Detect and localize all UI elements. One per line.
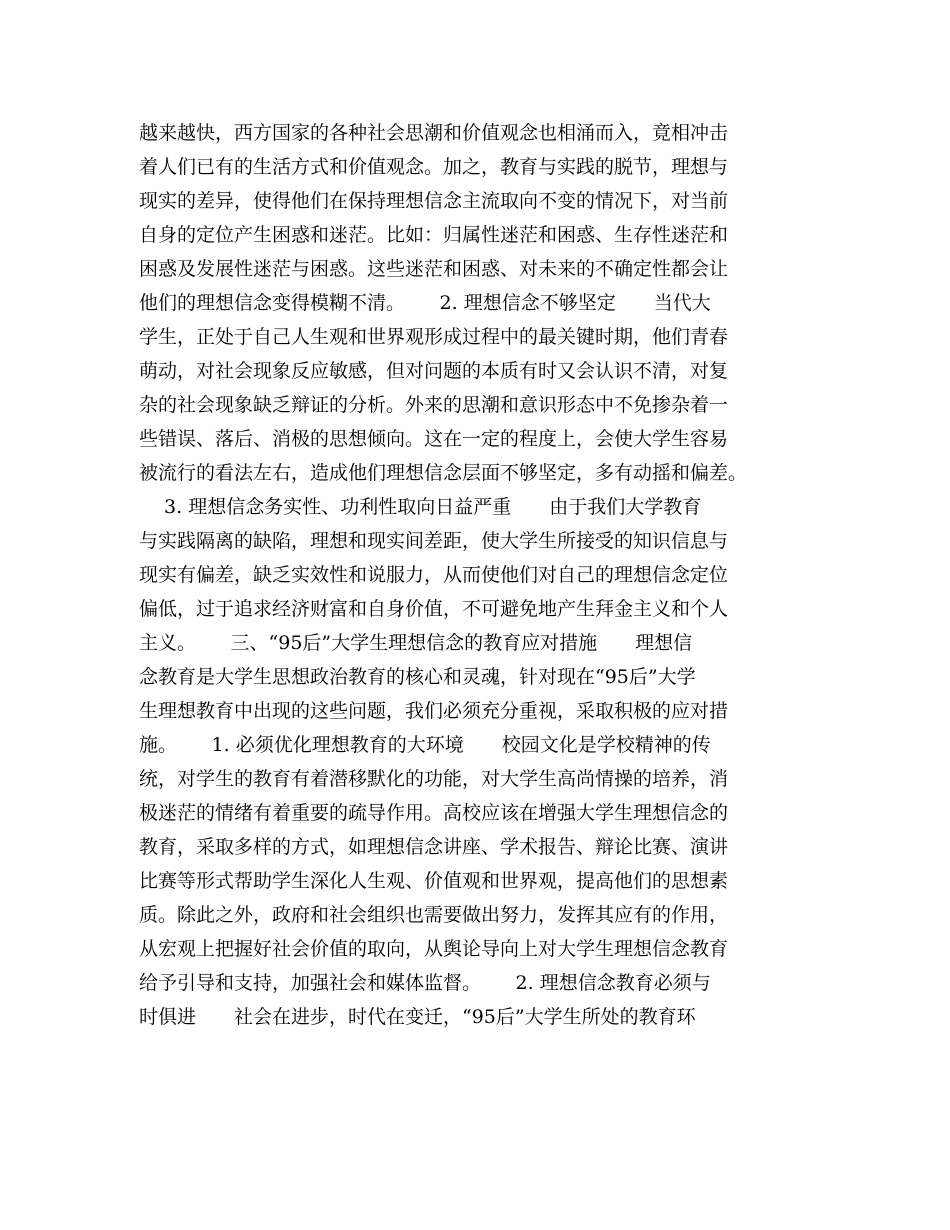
text-line-19: 施。 1. 必须优化理想教育的大环境 校园文化是学校精神的传: [139, 734, 711, 756]
text-line-3: 现实的差异，使得他们在保持理想信念主流取向不变的情况下，对当前: [139, 190, 729, 212]
text-line-20: 统，对学生的教育有着潜移默化的功能，对大学生高尚情操的培养，消: [139, 768, 729, 790]
text-line-25: 从宏观上把握好社会价值的取向，从舆论导向上对大学生理想信念教育: [139, 938, 729, 960]
text-line-16: 主义。 三、“95后”大学生理想信念的教育应对措施 理想信: [139, 632, 693, 654]
text-line-5: 困惑及发展性迷茫与困惑。这些迷茫和困惑、对未来的不确定性都会让: [139, 258, 729, 280]
text-line-7: 学生，正处于自己人生观和世界观形成过程中的最关键时期，他们青春: [139, 326, 729, 348]
text-line-13: 与实践隔离的缺陷，理想和现实间差距，使大学生所接受的知识信息与: [139, 530, 729, 552]
text-line-15: 偏低，过于追求经济财富和自身价值，不可避免地产生拜金主义和个人: [139, 598, 729, 620]
text-line-24: 质。除此之外，政府和社会组织也需要做出努力，发挥其应有的作用，: [139, 904, 729, 926]
text-line-2: 着人们已有的生活方式和价值观念。加之，教育与实践的脱节，理想与: [139, 156, 729, 178]
text-line-27: 时俱进 社会在进步，时代在变迁，“95后”大学生所处的教育环: [139, 1006, 696, 1028]
text-line-8: 萌动，对社会现象反应敏感，但对问题的本质有时又会认识不清，对复: [139, 360, 729, 382]
text-line-18: 生理想教育中出现的这些问题，我们必须充分重视，采取积极的应对措: [139, 700, 729, 722]
text-line-17: 念教育是大学生思想政治教育的核心和灵魂，针对现在“95后”大学: [139, 666, 696, 688]
text-line-14: 现实有偏差，缺乏实效性和说服力，从而使他们对自己的理想信念定位: [139, 564, 729, 586]
text-line-22: 教育，采取多样的方式，如理想信念讲座、学术报告、辩论比赛、演讲: [139, 836, 729, 858]
text-line-9: 杂的社会现象缺乏辩证的分析。外来的思潮和意识形态中不免掺杂着一: [139, 394, 729, 416]
text-line-10: 些错误、落后、消极的思想倾向。这在一定的程度上，会使大学生容易: [139, 428, 729, 450]
text-line-1: 越来越快，西方国家的各种社会思潮和价值观念也相涌而入，竟相冲击: [139, 122, 729, 144]
text-line-6: 他们的理想信念变得模糊不清。 2. 理想信念不够坚定 当代大: [139, 292, 711, 314]
text-line-21: 极迷茫的情绪有着重要的疏导作用。高校应该在增强大学生理想信念的: [139, 802, 729, 824]
text-line-23: 比赛等形式帮助学生深化人生观、价值观和世界观，提高他们的思想素: [139, 870, 729, 892]
text-line-12: 3. 理想信念务实性、功利性取向日益严重 由于我们大学教育: [139, 496, 702, 518]
body-text: [139, 116, 839, 1034]
text-line-11: 被流行的看法左右，造成他们理想信念层面不够坚定，多有动摇和偏差。: [139, 462, 748, 484]
text-line-26: 给予引导和支持，加强社会和媒体监督。 2. 理想信念教育必须与: [139, 972, 711, 994]
text-line-4: 自身的定位产生困惑和迷茫。比如：归属性迷茫和困惑、生存性迷茫和: [139, 224, 729, 246]
